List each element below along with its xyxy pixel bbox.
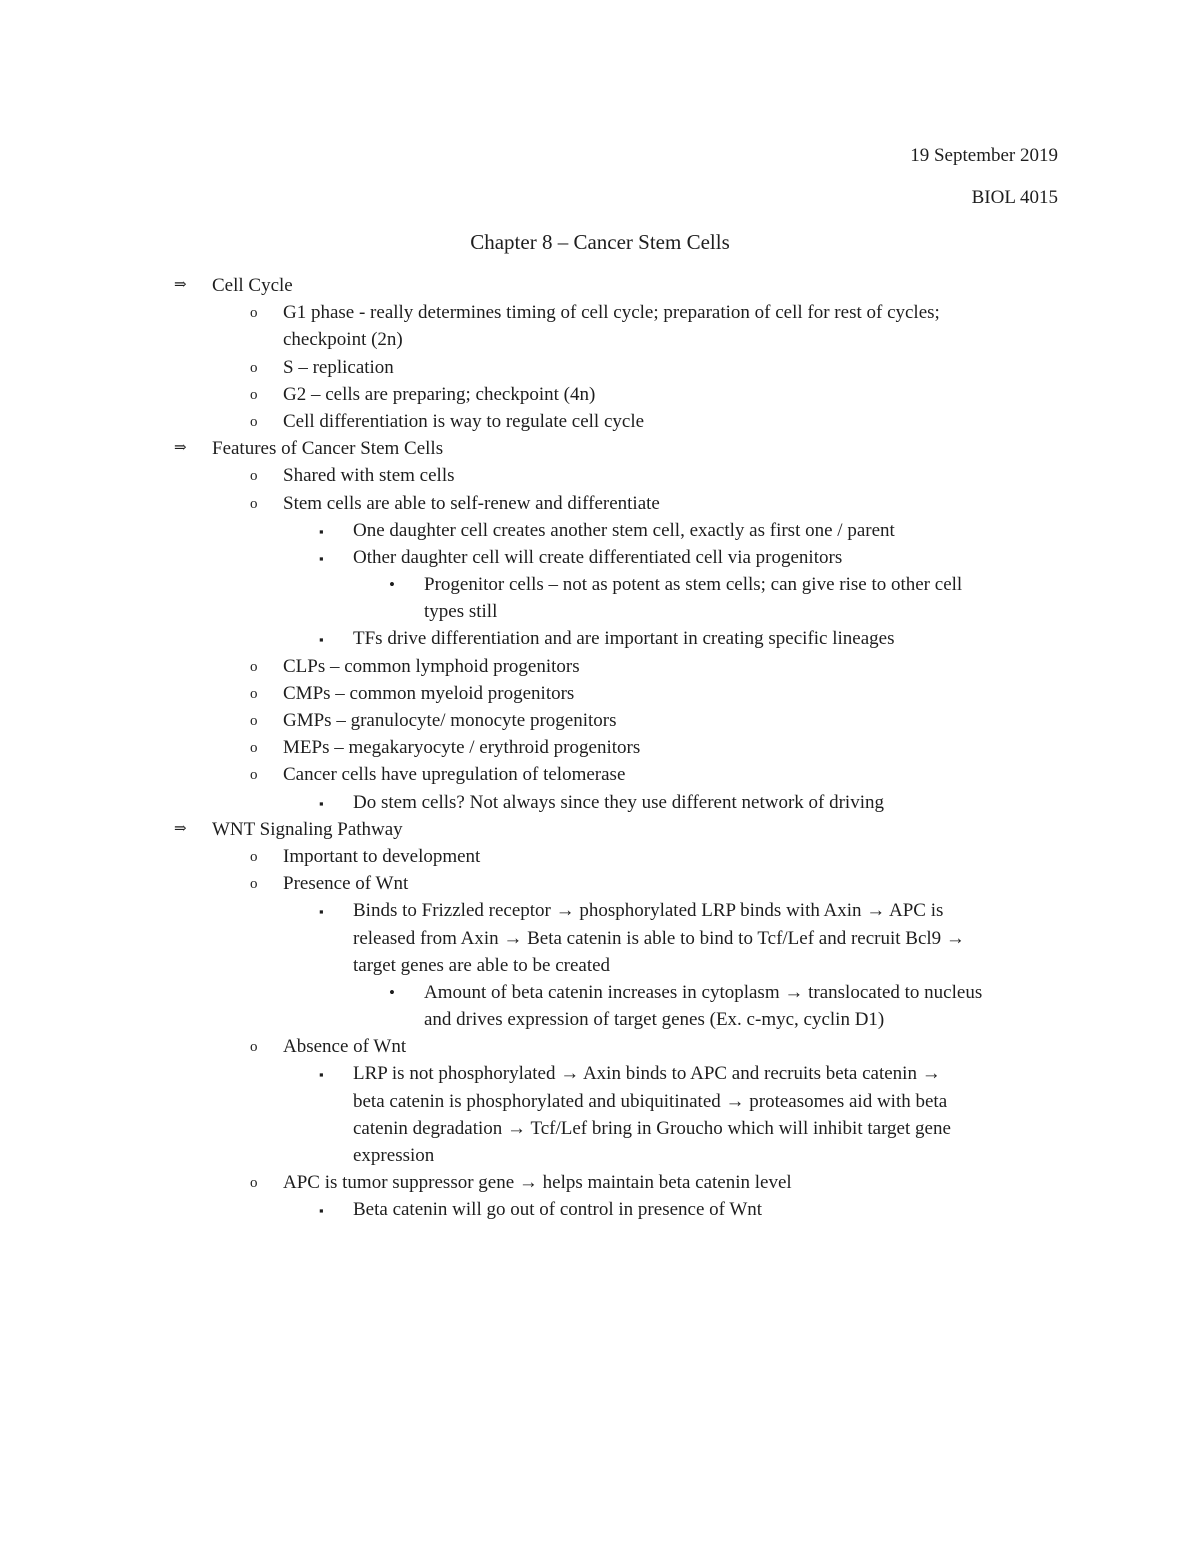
list-item-text: G2 – cells are preparing; checkpoint (4n) xyxy=(283,383,596,405)
bullet-marker-level-2: o xyxy=(250,468,258,485)
list-item-text: One daughter cell creates another stem cell, exactly as first one / parent xyxy=(353,519,895,541)
list-item-text: target genes are able to be created xyxy=(353,954,611,976)
list-item-continuation xyxy=(0,598,1200,625)
list-item-continuation xyxy=(0,1115,1200,1142)
list-item xyxy=(0,354,1200,381)
bullet-marker-level-3: ▪ xyxy=(319,632,324,648)
list-item-text: and drives expression of target genes (Ex. c-myc, cyclin D1) xyxy=(424,1009,885,1031)
list-item xyxy=(0,789,1200,816)
list-item xyxy=(0,843,1200,870)
bullet-marker-level-2: o xyxy=(250,767,258,784)
list-item-text: Do stem cells? Not always since they use different network of driving xyxy=(353,791,884,813)
list-item-text: expression xyxy=(353,1145,435,1166)
bullet-marker-level-2: o xyxy=(250,305,258,322)
list-item-text: Other daughter cell will create differentiated cell via progenitors xyxy=(353,546,843,568)
bullet-marker-level-1: ⇒ xyxy=(174,277,187,293)
list-item xyxy=(0,1033,1200,1060)
list-item-text: Cell Cycle xyxy=(212,275,293,296)
list-item xyxy=(0,517,1200,544)
list-item xyxy=(0,816,1200,843)
list-item-text: Beta catenin will go out of control in presence of Wnt xyxy=(353,1199,763,1221)
list-item-text: CLPs – common lymphoid progenitors xyxy=(283,655,580,677)
bullet-marker-level-1: ⇒ xyxy=(174,440,187,457)
document-date: 19 September 2019 xyxy=(910,145,1058,166)
list-item xyxy=(0,544,1200,571)
list-item xyxy=(0,734,1200,761)
list-item-text: released from Axin → Beta catenin is able to bind to Tcf/Lef and recruit Bcl9 → xyxy=(353,927,965,949)
list-item-text: Cell differentiation is way to regulate cell cycle xyxy=(283,410,645,432)
list-item-text: APC is tumor suppressor gene → helps maintain beta catenin level xyxy=(283,1172,792,1194)
list-item-text: Features of Cancer Stem Cells xyxy=(212,438,444,460)
list-item-continuation xyxy=(0,1006,1200,1033)
page-title: Chapter 8 – Cancer Stem Cells xyxy=(470,230,730,254)
list-item xyxy=(0,653,1200,680)
list-item-text: Stem cells are able to self-renew and differentiate xyxy=(283,492,660,514)
list-item xyxy=(0,625,1200,652)
list-item-text: Binds to Frizzled receptor → phosphorylated LRP binds with Axin → APC is xyxy=(353,900,944,922)
list-item-continuation xyxy=(0,326,1200,353)
bullet-marker-level-2: o xyxy=(250,848,258,865)
list-item-continuation xyxy=(0,1142,1200,1169)
bullet-marker-level-3: ▪ xyxy=(319,795,324,811)
bullet-marker-level-3: ▪ xyxy=(319,1067,324,1083)
bullet-marker-level-2: o xyxy=(250,1175,258,1192)
bullet-marker-level-2: o xyxy=(250,413,258,430)
list-item xyxy=(0,408,1200,435)
list-item-text: catenin degradation → Tcf/Lef bring in Groucho which will inhibit target gene xyxy=(353,1117,951,1139)
bullet-marker-level-2: o xyxy=(250,876,258,893)
list-item xyxy=(0,1060,1200,1087)
list-item xyxy=(0,979,1200,1006)
list-item-text: Presence of Wnt xyxy=(283,873,409,895)
list-item-text: Important to development xyxy=(283,845,481,867)
list-item-text: LRP is not phosphorylated → Axin binds to APC and recruits beta catenin → xyxy=(353,1063,941,1085)
list-item xyxy=(0,680,1200,707)
bullet-marker-level-2: o xyxy=(250,713,258,729)
list-item-text: CMPs – common myeloid progenitors xyxy=(283,682,575,704)
bullet-marker-level-2: o xyxy=(250,740,258,757)
list-item xyxy=(0,299,1200,326)
bullet-marker-level-2: o xyxy=(250,1039,258,1056)
list-item xyxy=(0,272,1200,299)
list-item xyxy=(0,435,1200,462)
bullet-marker-level-2: o xyxy=(250,685,258,702)
list-item-text: G1 phase - really determines timing of cell cycle; preparation of cell for rest of cycles; xyxy=(283,302,940,324)
list-item xyxy=(0,870,1200,897)
bullet-marker-level-1: ⇒ xyxy=(174,820,187,837)
list-item-continuation xyxy=(0,952,1200,979)
list-item xyxy=(0,462,1200,489)
list-item xyxy=(0,761,1200,788)
course-code: BIOL 4015 xyxy=(971,187,1058,208)
list-item-text: WNT Signaling Pathway xyxy=(212,818,403,840)
list-item-text: Shared with stem cells xyxy=(283,465,455,487)
bullet-marker-level-4: • xyxy=(389,575,395,595)
bullet-marker-level-4: • xyxy=(389,982,395,1002)
bullet-marker-level-3: ▪ xyxy=(319,1203,324,1219)
list-item-text: Absence of Wnt xyxy=(283,1036,407,1058)
bullet-marker-level-2: o xyxy=(250,386,258,403)
list-item-continuation xyxy=(0,1088,1200,1115)
bullet-marker-level-3: ▪ xyxy=(319,523,324,539)
bullet-marker-level-2: o xyxy=(250,495,258,512)
list-item-text: Amount of beta catenin increases in cytoplasm → translocated to nucleus xyxy=(424,981,983,1003)
bullet-marker-level-3: ▪ xyxy=(319,550,324,566)
list-item xyxy=(0,1169,1200,1196)
list-item xyxy=(0,571,1200,598)
list-item-text: types still xyxy=(424,601,498,623)
bullet-marker-level-2: o xyxy=(250,658,258,675)
list-item xyxy=(0,490,1200,517)
list-item xyxy=(0,707,1200,734)
bullet-marker-level-2: o xyxy=(250,359,258,376)
notes-outline xyxy=(0,272,1200,1224)
list-item-text: GMPs – granulocyte/ monocyte progenitors xyxy=(283,710,617,731)
list-item xyxy=(0,381,1200,408)
list-item-text: TFs drive differentiation and are important in creating specific lineages xyxy=(353,628,895,650)
list-item-text: Cancer cells have upregulation of telomerase xyxy=(283,764,626,786)
list-item-text: MEPs – megakaryocyte / erythroid progenitors xyxy=(283,737,641,759)
list-item xyxy=(0,1196,1200,1223)
list-item-text: S – replication xyxy=(283,356,394,378)
list-item-text: Progenitor cells – not as potent as stem cells; can give rise to other cell xyxy=(424,574,963,596)
list-item-text: checkpoint (2n) xyxy=(283,329,403,351)
list-item-text: beta catenin is phosphorylated and ubiquitinated → proteasomes aid with beta xyxy=(353,1090,948,1112)
list-item xyxy=(0,897,1200,924)
list-item-continuation xyxy=(0,925,1200,952)
bullet-marker-level-3: ▪ xyxy=(319,904,324,920)
